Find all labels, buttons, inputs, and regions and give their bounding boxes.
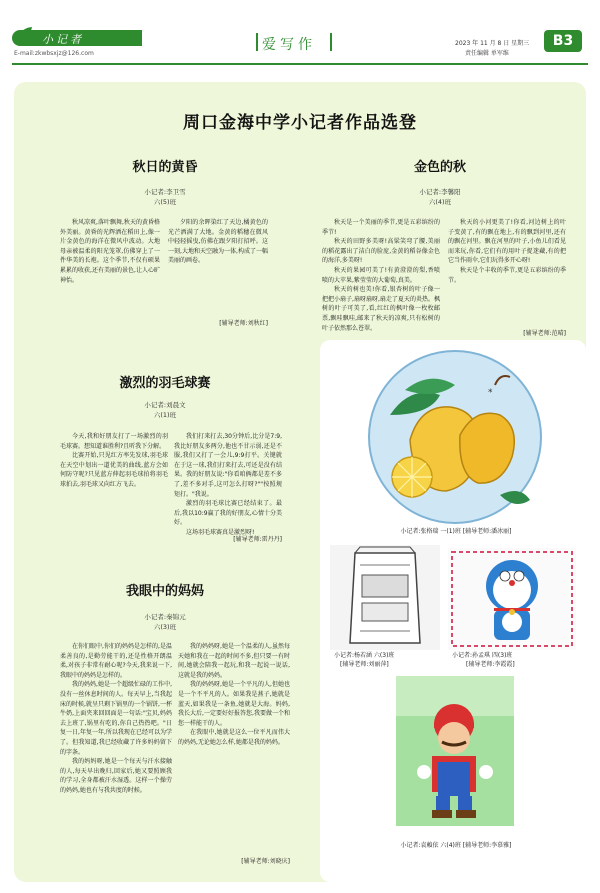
paragraph: 秋天是一个美丽的季节,更是五彩缤纷的季节! [322,219,440,236]
article-byline: 小记者:李馨阳 [419,188,461,196]
paragraph: 我们打来打去,30分钟后,比分是7:9,我比好朋友多两分,他也不甘示弱,还是不服,我们又打了一会儿,9:9打平。关键就在于这一球,我们打来打去,可还是没有结果。我的好朋友说:"你看咱俩都是差不多了,差不多对手,这可怎么打呀?""按照规矩打。"我说。 [174,433,282,498]
paragraph: 在我眼中,她就是这么一位平凡而伟大的妈妈,无论她怎么样,她都是我的妈妈。 [178,729,290,746]
teacher-note: [辅导老师:刘秋红] [219,320,268,327]
paragraph: 我的妈妈,她是一个超级忙碌的工作中,没有一丝休息时间的人。每天早上,当我起床的时候,就呈只剩下锅里的一个锅饼,一杯牛奶,上面夹来回回面是一句话:"宝贝,妈妈去上班了,锅里有吃的,你自己热热吧。"日复一日,年复一年,所以我现在已经可以为学了。但我知道,我已经收藏了许多妈妈留下的字条。 [60,681,172,756]
article-body [60,432,168,542]
artwork-caption: 小记者:张格瑞 一(1)班 [辅导老师:潘冰丽] [400,528,512,535]
article-body [168,218,268,314]
section-divider-right [330,33,332,51]
page-title: 周口金海中学小记者作品选登 [183,113,417,133]
paragraph: 秋天的树也美!你看,银杏树的叶子像一把把小扇子,扇呀扇呀,扇走了夏天的炎热。枫树的叶子可美了,看,红红的枫叶像一枚枚邮票,飘哇飘哇,邮来了秋天的凉爽,只有松树的叶子依然那么苍翠。 [322,286,440,332]
teacher-note: [辅导老师:刘晓庆] [241,858,290,865]
mario-drawing-image [396,676,514,826]
article-class: 六(4)班 [428,198,452,206]
article-body [174,432,282,536]
paragraph: 秋天的果园可美了!有黄澄澄的梨,香喷喷的大苹果,紫莹莹的大葡萄,真美。 [322,266,440,284]
masthead [0,0,600,60]
article-body [60,218,160,324]
article-title: 秋日的黄昏 [132,160,198,175]
paragraph: 比赛开始,只见红方率先发球,羽毛球在天空中划出一道优美的曲线,蓝方会如何防守呢?只见蓝方伸起羽毛球拍将羽毛球拍去,羽毛球又向红方飞去。 [60,452,168,488]
article-class: 六(3)班 [153,623,177,631]
page-number: B3 [544,30,582,52]
article-title: 激烈的羽毛球赛 [119,376,211,391]
editor-credit: 责任编辑 单军维 [465,50,509,57]
artwork-caption: 小记者:杨若涵 六(3)班 [334,652,395,659]
pear-drawing-image [350,345,560,525]
paragraph: 秋天的小河更美了!你看,河边树上的叶子变黄了,有的飘在地上,有的飘到河里,还有的飘在河里。飘在河里的叶子,小鱼儿们看见而来玩,你看,它们有的用叶子捉迷藏,有的把它当作雨伞,它们玩得多开心呀! [448,219,566,265]
artwork-caption: 小记者:袁賴依 六(4)班 [辅导老师:李慕雅] [400,842,512,849]
logo-text: 小记者 [42,33,84,46]
svg-text:*: * [488,388,493,398]
article-byline: 小记者:李卫雪 [144,188,186,196]
paragraph: 今天,我和好朋友打了一场激烈的羽毛球赛。想知道谁胜利?且听我下分解。 [60,433,168,450]
paragraph: 我的妈妈呀,她是一个平凡的人,但她也是一个不平凡的人。如果我是燕子,她就是蓝天,如果我是一条鱼,她就是大海。妈妈,我长大后,一定要好好报答您,我要做一个和您一样能干的人。 [178,681,290,727]
article-title: 金色的秋 [413,160,466,175]
article-body [448,218,566,324]
paragraph: 在你们眼中,你们的妈妈是怎样的,是温柔善良的,是勤劳能干的,还是性格开朗温柔,对孩子非常有耐心呢?今天,我来说一下,我眼中的妈妈是怎样的。 [60,643,172,679]
paragraph: 秋天的田野多美呀!高粱笑弯了腰,美丽的稻花露出了洁白的脸庞,金黄的稻谷像金色的海洋,多美呀! [322,238,440,265]
paragraph: 这场羽毛球赛真是激烈呀! [186,528,255,536]
article-class: 六(1)班 [153,411,177,419]
masthead-rule [12,63,588,65]
article-class: 六(5)班 [153,198,177,206]
section-title: 爱写作 [262,37,316,53]
teacher-note: [辅导老师:雷丹丹] [233,536,282,543]
paragraph: 秋风凉爽,落叶飘舞,秋天的黄昏格外美丽。黄昏的光辉洒在稻田上,像一片金黄色的海洋在微风中波动。大地母亲被温柔的阳光笼罩,仿佛穿上了一件华美的长袍。这个季节,不仅有硕果累累的收获,还有美丽的景色,让人心旷神怡。 [60,219,160,284]
snack-bag-drawing-image [330,545,440,650]
paragraph: 夕阳的余晖染红了天边,橘黄色的光芒洒满了大地。金黄的稻穗在微风中轻轻摇曳,仿佛在跟夕阳打招呼。这一刻,大地和天空融为一体,构成了一幅美丽的画卷。 [168,219,268,265]
article-byline: 小记者:刘晨文 [144,401,186,409]
teacher-note: [辅导老师:范晴] [523,330,566,337]
section-divider-left [256,33,258,51]
paragraph: 我的妈妈呀,她是一个每天与汗水接触的人,每天早出晚归,回家后,她又要照顾我的学习,全身都被汗水湿透。这样一个操劳的妈妈,她也有与我共度的时候。 [60,758,172,794]
article-body [178,642,290,852]
paragraph: 秋天是个丰收的季节,更是五彩缤纷的季节。 [448,266,566,284]
artwork-caption: 小记者:孙孟琪 四(3)班 [452,652,513,659]
artwork-caption-teacher: [辅导老师:李霞霞] [466,661,515,668]
article-body [60,642,172,870]
dateline: 2023 年 11 月 8 日 星期三 [455,40,530,47]
paragraph: 我的妈妈呀,她是一个温柔的人,虽然每天她和我在一起的时间不多,但只要一有时间,她就会陪我一起玩,和我一起说一说话,这就是我的妈妈。 [178,643,290,679]
paragraph: 激烈的羽毛球比赛已经结束了。最后,我以10:9赢了我的好朋友,心情十分美好。 [174,500,282,527]
article-byline: 小记者:秦锦元 [144,613,186,621]
artwork-caption-teacher: [辅导老师:刘丽萍] [340,661,389,668]
email-address: E-mail:zkwbsxjz@126.com [14,50,94,57]
doraemon-drawing-image [448,548,576,650]
article-title: 我眼中的妈妈 [125,584,204,599]
article-body [322,218,440,332]
